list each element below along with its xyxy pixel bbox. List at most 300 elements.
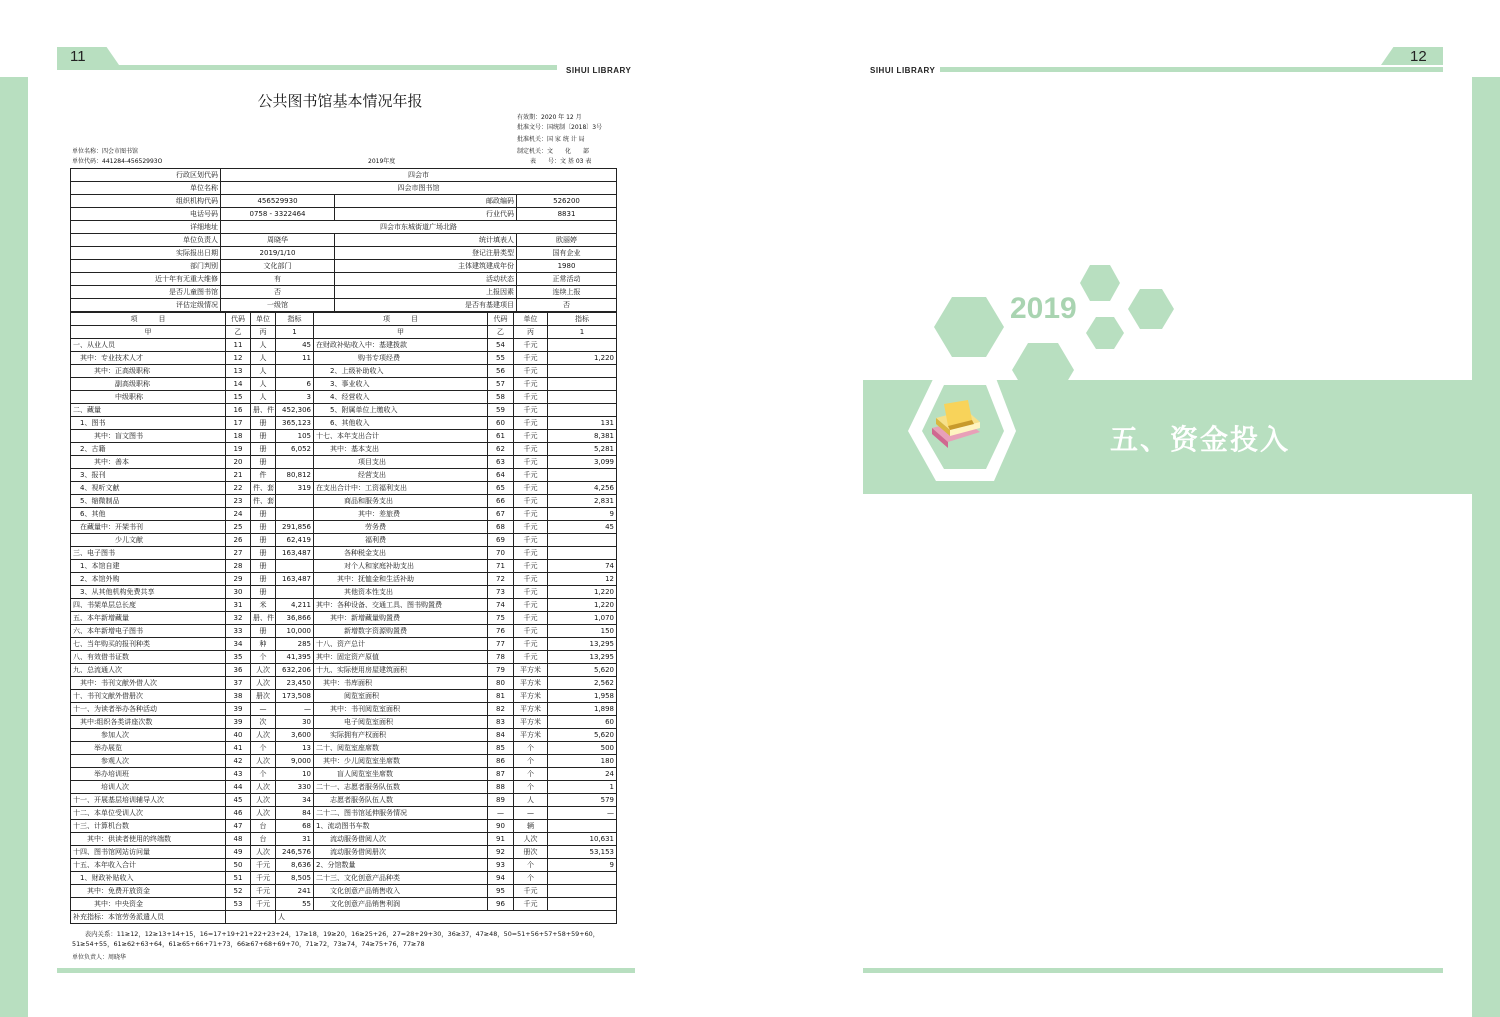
info-cell: 组织机构代码 bbox=[71, 195, 221, 208]
table-row-cell: 十五、本年收入合计 bbox=[71, 859, 226, 872]
table-row-cell: 册次 bbox=[251, 690, 276, 703]
table-row-cell: 13,295 bbox=[548, 651, 617, 664]
table-row-cell: 86 bbox=[488, 755, 514, 768]
table-row-cell: 67 bbox=[488, 508, 514, 521]
table-row-cell: 米 bbox=[251, 599, 276, 612]
table-row-cell: 24 bbox=[548, 768, 617, 781]
table-row-cell: 22 bbox=[226, 482, 251, 495]
supplement-value bbox=[226, 911, 276, 924]
table-row-cell: 13,295 bbox=[548, 638, 617, 651]
meta-approval-no: 批准文号：国统制〔2018〕3号 bbox=[517, 124, 603, 131]
table-row-cell: 册、件 bbox=[251, 612, 276, 625]
table-row-cell: — bbox=[514, 807, 548, 820]
table-row bbox=[71, 833, 617, 846]
table-row-cell: 种 bbox=[251, 638, 276, 651]
table-header bbox=[71, 313, 617, 326]
table-row-cell: 千元 bbox=[514, 339, 548, 352]
table-row-cell: 5、附属单位上缴收入 bbox=[314, 404, 488, 417]
table-row-cell: 57 bbox=[488, 378, 514, 391]
table-row-cell: 30 bbox=[226, 586, 251, 599]
meta-validity: 有效期：2020 年 12 月 bbox=[517, 114, 582, 121]
table-row-cell: — bbox=[488, 807, 514, 820]
table-header-cell: 项 目 bbox=[314, 313, 488, 326]
table-row-cell: 330 bbox=[276, 781, 314, 794]
table-row-cell: 14 bbox=[226, 378, 251, 391]
table-row-cell: 千元 bbox=[514, 638, 548, 651]
table-row-cell: 43 bbox=[226, 768, 251, 781]
table-row-cell: 8,505 bbox=[276, 872, 314, 885]
table-row-cell: 13 bbox=[226, 365, 251, 378]
info-cell: 周晓华 bbox=[221, 234, 335, 247]
table-row-cell: 其中:组织各类讲座次数 bbox=[71, 716, 226, 729]
right-brand: SIHUI LIBRARY bbox=[870, 66, 936, 75]
table-row-cell: 千元 bbox=[514, 508, 548, 521]
table-row-cell: 37 bbox=[226, 677, 251, 690]
table-row bbox=[71, 755, 617, 768]
table-row-cell: 85 bbox=[488, 742, 514, 755]
table-row-cell: 64 bbox=[488, 469, 514, 482]
table-row-cell: 九、总流通人次 bbox=[71, 664, 226, 677]
table-row-cell: 册 bbox=[251, 573, 276, 586]
table-row-cell: 其中：新增藏量购置费 bbox=[314, 612, 488, 625]
table-row-cell bbox=[548, 365, 617, 378]
table-row-cell: 70 bbox=[488, 547, 514, 560]
table-row-cell: 人次 bbox=[251, 729, 276, 742]
table-row-cell: 94 bbox=[488, 872, 514, 885]
info-cell: 有 bbox=[221, 273, 335, 286]
table-row-cell: 1、财政补贴收入 bbox=[71, 872, 226, 885]
chapter-title: 五、资金投入 bbox=[1109, 423, 1290, 456]
table-row-cell: 77 bbox=[488, 638, 514, 651]
table-row-cell: 5,620 bbox=[548, 664, 617, 677]
table-row-cell: 盲人阅览室坐席数 bbox=[314, 768, 488, 781]
info-cell: 部门判别 bbox=[71, 260, 221, 273]
table-header-cell: 指标 bbox=[548, 313, 617, 326]
table-row-cell: 3、报刊 bbox=[71, 469, 226, 482]
left-footer-rule bbox=[57, 968, 635, 973]
info-cell: 四会市东城街道广场北路 bbox=[221, 221, 617, 234]
table-row-cell bbox=[548, 378, 617, 391]
table-row-cell: — bbox=[251, 703, 276, 716]
table-row-cell: 163,487 bbox=[276, 573, 314, 586]
table-row-cell: 87 bbox=[488, 768, 514, 781]
table-row bbox=[71, 352, 617, 365]
table-row bbox=[71, 573, 617, 586]
info-cell: 文化部门 bbox=[221, 260, 335, 273]
table-row-cell: 93 bbox=[488, 859, 514, 872]
table-row-cell: 4、经营收入 bbox=[314, 391, 488, 404]
table-row-cell: 十八、资产总计 bbox=[314, 638, 488, 651]
table-row-cell: 四、书架单层总长度 bbox=[71, 599, 226, 612]
table-row-cell: 平方米 bbox=[514, 664, 548, 677]
table-row-cell: 千元 bbox=[514, 534, 548, 547]
table-row bbox=[71, 807, 617, 820]
table-row-cell: 册 bbox=[251, 417, 276, 430]
table-row-cell: 35 bbox=[226, 651, 251, 664]
table-row-cell: 其中：书刊阅览室面积 bbox=[314, 703, 488, 716]
table-row-cell: 二、藏量 bbox=[71, 404, 226, 417]
table-header-cell: 指标 bbox=[276, 313, 314, 326]
table-row-cell: 42 bbox=[226, 755, 251, 768]
table-row-cell: 2,831 bbox=[548, 495, 617, 508]
table-row-cell: 3、事业收入 bbox=[314, 378, 488, 391]
table-row-cell: 十、书刊文献外借册次 bbox=[71, 690, 226, 703]
table-row bbox=[71, 716, 617, 729]
table-row-cell: 辆 bbox=[514, 820, 548, 833]
table-row bbox=[71, 508, 617, 521]
table-row-cell: 72 bbox=[488, 573, 514, 586]
table-subheader bbox=[71, 326, 617, 339]
table-header-cell: 代码 bbox=[226, 313, 251, 326]
hex-right bbox=[1128, 289, 1174, 329]
table-row-cell: 千元 bbox=[514, 365, 548, 378]
table-row-cell: 千元 bbox=[514, 404, 548, 417]
table-row bbox=[71, 768, 617, 781]
table-row-cell: 千元 bbox=[514, 612, 548, 625]
info-cell: 否 bbox=[221, 286, 335, 299]
table-row-cell: 二十三、文化创意产品种类 bbox=[314, 872, 488, 885]
table-row-cell: 6、其他收入 bbox=[314, 417, 488, 430]
table-row-cell: 2、古籍 bbox=[71, 443, 226, 456]
table-row-cell: 8,381 bbox=[548, 430, 617, 443]
table-row-cell: 19 bbox=[226, 443, 251, 456]
table-row-cell: 册 bbox=[251, 547, 276, 560]
table-row bbox=[71, 404, 617, 417]
table-row-cell: 二十一、志愿者服务队伍数 bbox=[314, 781, 488, 794]
table-row-cell: 163,487 bbox=[276, 547, 314, 560]
supplement-label: 补充指标：本馆劳务派遣人员 bbox=[71, 911, 226, 924]
table-row-cell: 册 bbox=[251, 521, 276, 534]
info-row bbox=[71, 260, 617, 273]
table-row-cell bbox=[276, 586, 314, 599]
table-row-cell: 53 bbox=[226, 898, 251, 911]
table-row-cell: 经营支出 bbox=[314, 469, 488, 482]
table-row-cell: 个 bbox=[251, 742, 276, 755]
table-row-cell: 1、流动图书车数 bbox=[314, 820, 488, 833]
relations-line-2: 51≥54+55，61≥62+63+64，61≥65+66+71+73，66≥67+68+69+70，71≥72，73≥74，74≥75+76，77≥78 bbox=[72, 940, 425, 948]
info-cell: 评估定级情况 bbox=[71, 299, 221, 312]
table-header-cell: 单位 bbox=[251, 313, 276, 326]
table-row-cell: 1,958 bbox=[548, 690, 617, 703]
table-row-cell: 其他资本性支出 bbox=[314, 586, 488, 599]
table-row-cell: 千元 bbox=[251, 898, 276, 911]
table-row-cell: 24 bbox=[226, 508, 251, 521]
table-subheader-cell: 乙 bbox=[226, 326, 251, 339]
info-cell: 一级馆 bbox=[221, 299, 335, 312]
table-row-cell: 千元 bbox=[514, 430, 548, 443]
table-row-cell: 册 bbox=[251, 560, 276, 573]
table-row bbox=[71, 495, 617, 508]
table-row-cell: 68 bbox=[276, 820, 314, 833]
table-row-cell: 千元 bbox=[251, 872, 276, 885]
info-cell: 2019/1/10 bbox=[221, 247, 335, 260]
info-cell: 8831 bbox=[517, 208, 617, 221]
table-row-cell: 500 bbox=[548, 742, 617, 755]
table-row-cell: 63 bbox=[488, 456, 514, 469]
table-subheader-cell: 丙 bbox=[251, 326, 276, 339]
info-cell: 上报因素 bbox=[335, 286, 517, 299]
table-row-cell: 中级职称 bbox=[71, 391, 226, 404]
table-row-cell: 培训人次 bbox=[71, 781, 226, 794]
table-row-cell bbox=[276, 508, 314, 521]
table-row bbox=[71, 417, 617, 430]
table-header-cell: 单位 bbox=[514, 313, 548, 326]
table-row-cell: 其中：供读者使用的终端数 bbox=[71, 833, 226, 846]
table-row-cell: 38 bbox=[226, 690, 251, 703]
table-row-cell: 81 bbox=[488, 690, 514, 703]
table-row-cell: 平方米 bbox=[514, 703, 548, 716]
table-row-cell: 365,123 bbox=[276, 417, 314, 430]
table-row-cell: 55 bbox=[488, 352, 514, 365]
left-brand: SIHUI LIBRARY bbox=[566, 66, 632, 75]
info-cell: 登记注册类型 bbox=[335, 247, 517, 260]
chapter-year: 2019 bbox=[1010, 292, 1077, 325]
table-subheader-cell: 甲 bbox=[71, 326, 226, 339]
table-row bbox=[71, 534, 617, 547]
table-row-cell: 千元 bbox=[251, 859, 276, 872]
info-cell: 单位名称 bbox=[71, 182, 221, 195]
table-row-cell bbox=[548, 820, 617, 833]
table-row-cell: 其中：正高级职称 bbox=[71, 365, 226, 378]
table-row-cell: 2、本馆外购 bbox=[71, 573, 226, 586]
info-cell: 实际报出日期 bbox=[71, 247, 221, 260]
table-row bbox=[71, 690, 617, 703]
table-row-cell: 11 bbox=[226, 339, 251, 352]
table-row bbox=[71, 729, 617, 742]
left-page-number: 11 bbox=[70, 48, 86, 65]
table-row-cell: 28 bbox=[226, 560, 251, 573]
table-row-cell: 45 bbox=[276, 339, 314, 352]
table-row-cell: 千元 bbox=[514, 651, 548, 664]
table-row-cell: 1,898 bbox=[548, 703, 617, 716]
supplement-row bbox=[71, 911, 617, 924]
table-row-cell: 千元 bbox=[514, 599, 548, 612]
table-row-cell: — bbox=[548, 807, 617, 820]
table-row-cell: 36 bbox=[226, 664, 251, 677]
table-row-cell: 10 bbox=[276, 768, 314, 781]
table-row-cell: 41,395 bbox=[276, 651, 314, 664]
table-row bbox=[71, 859, 617, 872]
table-row-cell: 台 bbox=[251, 833, 276, 846]
table-row-cell: 4、视听文献 bbox=[71, 482, 226, 495]
table-row-cell: 举办培训班 bbox=[71, 768, 226, 781]
table-row-cell: 千元 bbox=[514, 378, 548, 391]
table-row-cell: 少儿文献 bbox=[71, 534, 226, 547]
table-row-cell: 3,099 bbox=[548, 456, 617, 469]
table-row-cell: 579 bbox=[548, 794, 617, 807]
table-row-cell: 6,052 bbox=[276, 443, 314, 456]
table-row-cell: 17 bbox=[226, 417, 251, 430]
table-subheader-cell: 1 bbox=[276, 326, 314, 339]
table-row-cell: 32 bbox=[226, 612, 251, 625]
info-cell: 近十年有无重大维修 bbox=[71, 273, 221, 286]
table-row-cell: 13 bbox=[276, 742, 314, 755]
info-cell: 正常活动 bbox=[517, 273, 617, 286]
table-row-cell: 46 bbox=[226, 807, 251, 820]
table-row bbox=[71, 378, 617, 391]
table-row-cell: 平方米 bbox=[514, 690, 548, 703]
table-row-cell: 福利费 bbox=[314, 534, 488, 547]
table-row-cell: 册 bbox=[251, 443, 276, 456]
table-row-cell: 23 bbox=[226, 495, 251, 508]
table-row-cell: 246,576 bbox=[276, 846, 314, 859]
table-row-cell: 84 bbox=[488, 729, 514, 742]
table-row-cell: 件 bbox=[251, 469, 276, 482]
table-row-cell: 9 bbox=[548, 508, 617, 521]
hex-small bbox=[1086, 317, 1124, 349]
table-row-cell: 个 bbox=[514, 768, 548, 781]
table-row-cell: 人次 bbox=[251, 664, 276, 677]
table-row-cell: 53,153 bbox=[548, 846, 617, 859]
table-row-cell: 十四、图书馆网站访问量 bbox=[71, 846, 226, 859]
table-row-cell bbox=[548, 547, 617, 560]
table-row-cell: 150 bbox=[548, 625, 617, 638]
table-row-cell: 66 bbox=[488, 495, 514, 508]
table-row-cell: 人次 bbox=[251, 781, 276, 794]
table-row bbox=[71, 625, 617, 638]
table-row-cell: 96 bbox=[488, 898, 514, 911]
table-row-cell: 4,256 bbox=[548, 482, 617, 495]
table-row-cell: 1 bbox=[548, 781, 617, 794]
table-row bbox=[71, 846, 617, 859]
table-row-cell: 15 bbox=[226, 391, 251, 404]
left-side-strip bbox=[0, 77, 28, 1017]
table-row-cell: 人次 bbox=[251, 755, 276, 768]
table-row-cell: 千元 bbox=[514, 573, 548, 586]
info-cell: 456529930 bbox=[221, 195, 335, 208]
table-row-cell: 千元 bbox=[251, 885, 276, 898]
table-subheader-cell: 乙 bbox=[488, 326, 514, 339]
table-row-cell: 各种税金支出 bbox=[314, 547, 488, 560]
table-row-cell: 47 bbox=[226, 820, 251, 833]
table-row-cell: 其中：差旅费 bbox=[314, 508, 488, 521]
table-row-cell: 12 bbox=[548, 573, 617, 586]
table-row-cell: 44 bbox=[226, 781, 251, 794]
table-row-cell: 83 bbox=[488, 716, 514, 729]
table-row-cell: 平方米 bbox=[514, 716, 548, 729]
table-row bbox=[71, 638, 617, 651]
table-row-cell: 购书专项经费 bbox=[314, 352, 488, 365]
table-row-cell: 对个人和家庭补助支出 bbox=[314, 560, 488, 573]
table-row-cell: 29 bbox=[226, 573, 251, 586]
table-row-cell: 45 bbox=[226, 794, 251, 807]
table-row bbox=[71, 872, 617, 885]
table-row-cell: 千元 bbox=[514, 547, 548, 560]
table-row-cell bbox=[548, 872, 617, 885]
table-row-cell: 60 bbox=[548, 716, 617, 729]
info-row bbox=[71, 273, 617, 286]
table-row-cell: 27 bbox=[226, 547, 251, 560]
table-row-cell: 个 bbox=[251, 651, 276, 664]
hex-large-left bbox=[934, 297, 1004, 357]
table-row-cell: 其中：专业技术人才 bbox=[71, 352, 226, 365]
table-row-cell: 1、本馆自建 bbox=[71, 560, 226, 573]
table-row-cell: 84 bbox=[276, 807, 314, 820]
table-row-cell: 31 bbox=[276, 833, 314, 846]
table-row-cell bbox=[276, 495, 314, 508]
table-row-cell: 50 bbox=[226, 859, 251, 872]
table-row-cell: 34 bbox=[276, 794, 314, 807]
table-row bbox=[71, 560, 617, 573]
table-row-cell: 5,281 bbox=[548, 443, 617, 456]
table-header-cell: 代码 bbox=[488, 313, 514, 326]
info-row bbox=[71, 195, 617, 208]
info-row bbox=[71, 208, 617, 221]
table-row bbox=[71, 651, 617, 664]
table-row-cell: 241 bbox=[276, 885, 314, 898]
table-row-cell: 在支出合计中：工资福利支出 bbox=[314, 482, 488, 495]
table-row-cell: 册、件 bbox=[251, 404, 276, 417]
table-row bbox=[71, 677, 617, 690]
table-row bbox=[71, 339, 617, 352]
table-row-cell: 五、本年新增藏量 bbox=[71, 612, 226, 625]
table-row-cell: 21 bbox=[226, 469, 251, 482]
table-row bbox=[71, 742, 617, 755]
table-row-cell: 20 bbox=[226, 456, 251, 469]
table-row-cell: 5,620 bbox=[548, 729, 617, 742]
table-row bbox=[71, 612, 617, 625]
table-row-cell: 23,450 bbox=[276, 677, 314, 690]
table-row-cell: 95 bbox=[488, 885, 514, 898]
table-row-cell: 92 bbox=[488, 846, 514, 859]
table-row-cell: 平方米 bbox=[514, 729, 548, 742]
table-row-cell: 59 bbox=[488, 404, 514, 417]
table-row-cell: 流动服务借阅人次 bbox=[314, 833, 488, 846]
table-row-cell: 十三、计算机台数 bbox=[71, 820, 226, 833]
table-row-cell: 3 bbox=[276, 391, 314, 404]
table-row bbox=[71, 885, 617, 898]
hex-top bbox=[1080, 265, 1120, 301]
table-row bbox=[71, 456, 617, 469]
table-row-cell: 74 bbox=[548, 560, 617, 573]
info-cell: 活动状态 bbox=[335, 273, 517, 286]
unit-name: 单位名称：四会市图书馆 bbox=[72, 148, 139, 155]
table-row-cell: 十二、本单位受训人次 bbox=[71, 807, 226, 820]
table-row-cell bbox=[548, 339, 617, 352]
info-cell: 0758 - 3322464 bbox=[221, 208, 335, 221]
table-row-cell: 电子阅览室面积 bbox=[314, 716, 488, 729]
table-row-cell: 319 bbox=[276, 482, 314, 495]
table-row-cell: 个 bbox=[251, 768, 276, 781]
table-row-cell: 4,211 bbox=[276, 599, 314, 612]
right-footer-rule bbox=[863, 968, 1443, 973]
table-row-cell: 75 bbox=[488, 612, 514, 625]
left-page-tab bbox=[57, 47, 119, 65]
table-row-cell: 册 bbox=[251, 625, 276, 638]
table-subheader-cell: 丙 bbox=[514, 326, 548, 339]
table-row-cell: 285 bbox=[276, 638, 314, 651]
info-cell: 详细地址 bbox=[71, 221, 221, 234]
table-row-cell: 八、有效借书证数 bbox=[71, 651, 226, 664]
table-row-cell bbox=[276, 456, 314, 469]
info-cell: 欧丽婷 bbox=[517, 234, 617, 247]
table-row-cell bbox=[548, 534, 617, 547]
table-row-cell: 七、当年购买的报刊种类 bbox=[71, 638, 226, 651]
table-row-cell: 89 bbox=[488, 794, 514, 807]
table-row-cell: 180 bbox=[548, 755, 617, 768]
table-row-cell: 55 bbox=[276, 898, 314, 911]
report-year: 2019年度 bbox=[368, 158, 396, 165]
table-row-cell: 千元 bbox=[514, 443, 548, 456]
table-row-cell: 十七、本年支出合计 bbox=[314, 430, 488, 443]
info-cell: 是否有基建项目 bbox=[335, 299, 517, 312]
info-cell: 单位负责人 bbox=[71, 234, 221, 247]
table-row-cell: 71 bbox=[488, 560, 514, 573]
statistics-table bbox=[70, 312, 617, 924]
table-row bbox=[71, 430, 617, 443]
table-row bbox=[71, 469, 617, 482]
table-row-cell: 阅览室面积 bbox=[314, 690, 488, 703]
